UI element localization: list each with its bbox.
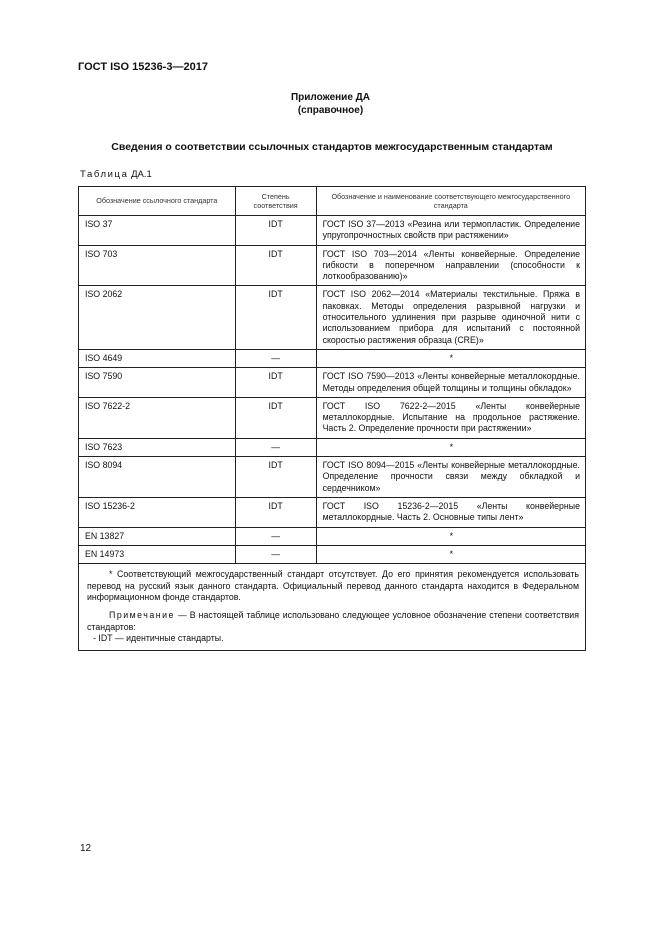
cell-degree: IDT	[235, 457, 316, 498]
cell-reference: ISO 2062	[79, 286, 236, 349]
correspondence-table	[78, 186, 586, 651]
cell-standard: *	[316, 438, 585, 456]
note-label: Примечание	[109, 609, 175, 620]
cell-standard: ГОСТ ISO 37—2013 «Резина или термопластик. Определение упругопрочностных свойств при растяжении»	[316, 216, 585, 246]
cell-reference: ISO 4649	[79, 349, 236, 367]
table-row	[79, 457, 586, 498]
cell-reference: ISO 703	[79, 245, 236, 286]
document-code: ГОСТ ISO 15236-3—2017	[78, 61, 208, 73]
cell-standard: ГОСТ ISO 15236-2—2015 «Ленты конвейерные металлокордные. Часть 2. Основные типы лент»	[316, 497, 585, 527]
header-degree: Степень соответствия	[235, 187, 316, 216]
note-text: — В настоящей таблице использовано следующее условное обозначение степени соответствия стандартов:	[87, 609, 579, 632]
appendix-title: Приложение ДА	[290, 92, 371, 103]
table-row	[79, 397, 586, 438]
cell-degree: IDT	[235, 286, 316, 349]
cell-degree: IDT	[235, 368, 316, 398]
cell-reference: ISO 7590	[79, 368, 236, 398]
cell-standard: *	[316, 349, 585, 367]
table-row	[79, 245, 586, 286]
cell-degree: IDT	[235, 245, 316, 286]
table-row	[79, 216, 586, 246]
footnote: * Соответствующий межгосударственный стандарт отсутствует. До его принятия рекомендуется использовать перевод на русский язык данного стандарта. Официальный перевод данного стандарта находится в Федеральном информационном фонде стандартов.	[87, 569, 579, 603]
table-caption	[80, 169, 152, 180]
table-row	[79, 286, 586, 349]
cell-degree: IDT	[235, 216, 316, 246]
page-number: 12	[80, 843, 92, 854]
table-caption-number: ДА.1	[131, 169, 152, 180]
cell-standard: ГОСТ ISO 8094—2015 «Ленты конвейерные металлокордные. Определение прочности связи между обкладкой и сердечником»	[316, 457, 585, 498]
cell-reference: ISO 7623	[79, 438, 236, 456]
cell-reference: EN 14973	[79, 545, 236, 563]
note-item: - IDT — идентичные стандарты.	[93, 633, 224, 644]
table-caption-label: Таблица	[80, 169, 129, 180]
cell-degree: —	[235, 527, 316, 545]
cell-reference: ISO 37	[79, 216, 236, 246]
cell-standard: ГОСТ ISO 7590—2013 «Ленты конвейерные металлокордные. Методы определения общей толщины и толщины обкладок»	[316, 368, 585, 398]
section-title: Сведения о соответствии ссылочных стандартов межгосударственным стандартам	[111, 141, 553, 153]
table-header-row	[79, 187, 586, 216]
header-reference-standard: Обозначение ссылочного стандарта	[79, 187, 236, 216]
table-row	[79, 438, 586, 456]
cell-degree: —	[235, 438, 316, 456]
cell-reference: EN 13827	[79, 527, 236, 545]
table-body	[79, 216, 586, 564]
cell-reference: ISO 7622-2	[79, 397, 236, 438]
appendix-subtitle: (справочное)	[297, 105, 364, 116]
cell-standard: *	[316, 527, 585, 545]
table-row	[79, 368, 586, 398]
cell-degree: IDT	[235, 397, 316, 438]
cell-standard: ГОСТ ISO 703—2014 «Ленты конвейерные. Определение гибкости в поперечном направлении (способности к лоткообразованию)»	[316, 245, 585, 286]
appendix-heading	[0, 91, 661, 117]
cell-reference: ISO 8094	[79, 457, 236, 498]
cell-standard: ГОСТ ISO 2062—2014 «Материалы текстильные. Пряжа в паковках. Методы определения разрывной нагрузки и относительного удлинения при разрыве одиночной нити с использованием прибора для испытаний с постоянной скоростью растяжения образца (CRE)»	[316, 286, 585, 349]
cell-degree: —	[235, 349, 316, 367]
table-row	[79, 545, 586, 563]
cell-degree: IDT	[235, 497, 316, 527]
note	[87, 610, 579, 633]
table-row	[79, 349, 586, 367]
table-row	[79, 497, 586, 527]
table-footer-row	[79, 564, 586, 651]
table-row	[79, 527, 586, 545]
table-footer	[79, 564, 586, 651]
cell-standard: *	[316, 545, 585, 563]
cell-reference: ISO 15236-2	[79, 497, 236, 527]
cell-degree: —	[235, 545, 316, 563]
cell-standard: ГОСТ ISO 7622-2—2015 «Ленты конвейерные металлокордные. Испытание на продольное растяжение. Часть 2. Определение прочности при растяжении»	[316, 397, 585, 438]
header-interstate-standard: Обозначение и наименование соответствующего межгосударственного стандарта	[316, 187, 585, 216]
